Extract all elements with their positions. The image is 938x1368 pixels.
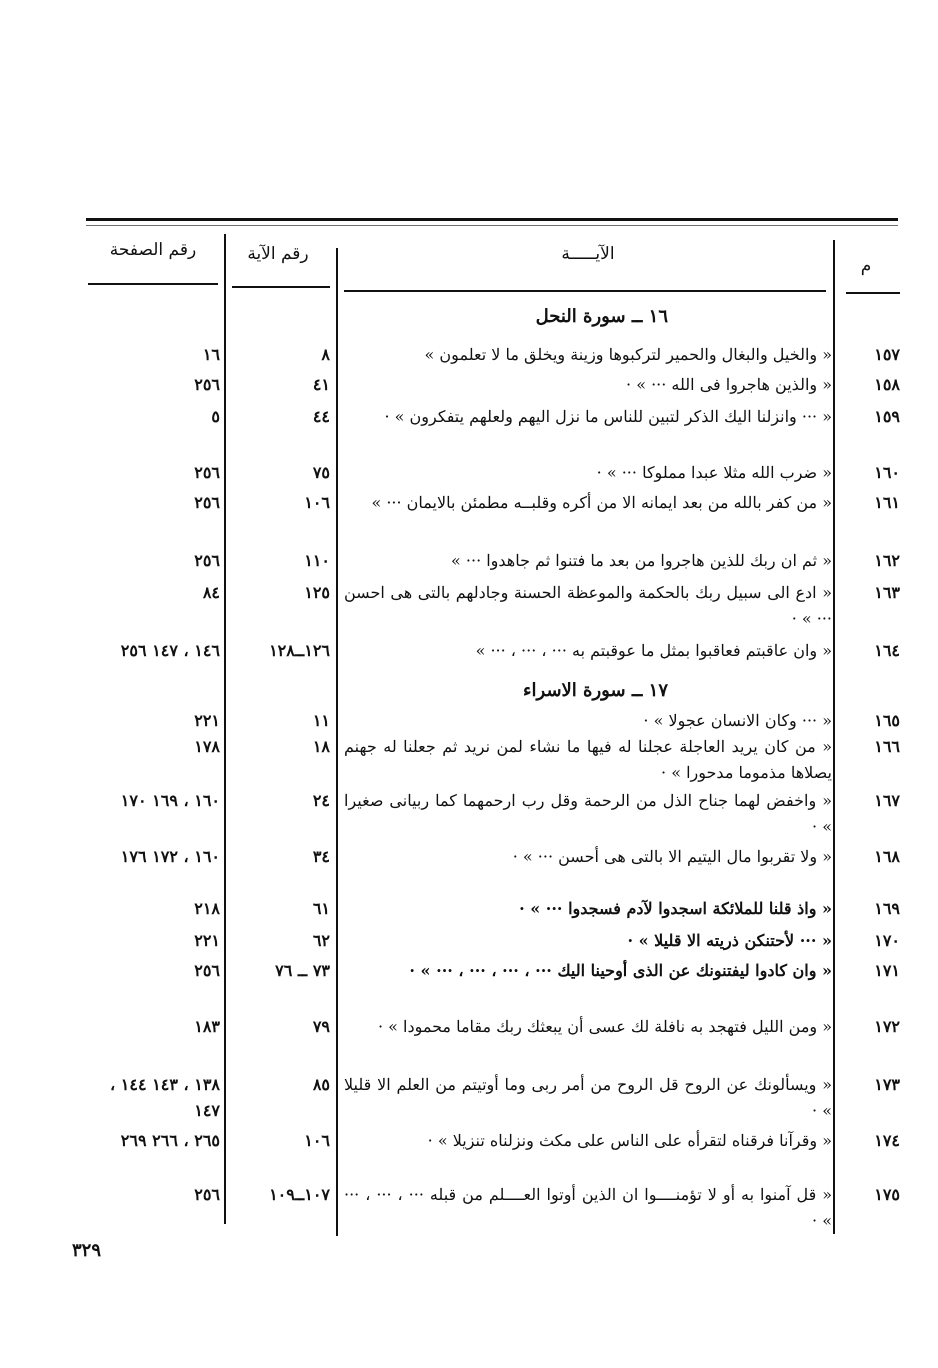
row-number: ١٧٥ (874, 1185, 900, 1204)
ayah-number: ٨٥ (312, 1075, 330, 1094)
ayah-text: « ولا تقربوا مال اليتيم الا بالتى هى أحسن ··· » · (512, 847, 832, 866)
ayah-number: ٦١ (312, 899, 330, 918)
row-number: ١٦٧ (874, 791, 900, 810)
row-number: ١٧٠ (874, 931, 900, 950)
ayah-text: « وان عاقبتم فعاقبوا بمثل ما عوقبتم به ··· ، ··· ، ··· » (475, 641, 832, 660)
header-underline-page (88, 283, 218, 285)
ayah-text: « من كان يريد العاجلة عجلنا له فيها ما نشاء لمن نريد ثم جعلنا له جهنم يصلاها مذموما مدحورا » · (344, 737, 832, 782)
page-reference: ١٧٨ (194, 737, 220, 756)
row-number: ١٦٠ (874, 463, 900, 482)
ayah-text: « ثم ان ربك للذين هاجروا من بعد ما فتنوا ثم جاهدوا ··· » (451, 551, 832, 570)
surah-heading-isra: ١٧ ــ سورة الاسراء (523, 680, 668, 701)
page-reference: ٢٥٦ (194, 961, 220, 980)
ayah-number: ٢٤ (312, 791, 330, 810)
page-number: ٣٢٩ (72, 1240, 102, 1261)
ayah-number: ٤٤ (312, 407, 330, 426)
row-number: ١٦٩ (874, 899, 900, 918)
ayah-number: ١١ (312, 711, 330, 730)
ayah-number: ٣٤ (312, 847, 330, 866)
row-number: ١٧٣ (874, 1075, 900, 1094)
header-underline-text (344, 290, 826, 292)
top-rule-thin (86, 225, 898, 226)
row-number: ١٦٢ (874, 551, 900, 570)
header-text: الآيـــــة (561, 244, 615, 264)
row-number: ١٦٣ (874, 583, 900, 602)
header-underline-ayah (232, 286, 330, 288)
ayah-text: « واخفض لهما جناح الذل من الرحمة وقل رب ارحمهما كما ربيانى صغيرا » · (344, 791, 832, 836)
ayah-number: ١٢٦ــ١٢٨ (269, 641, 330, 660)
ayah-number: ٨ (321, 345, 330, 364)
ayah-number: ١٠٧ــ١٠٩ (269, 1185, 330, 1204)
page-reference: ١٦٠ ، ١٦٩ ١٧٠ (120, 791, 220, 810)
ayah-text: « ضرب الله مثلا عبدا مملوكا ··· » · (596, 463, 832, 482)
ayah-number: ٦٢ (312, 931, 330, 950)
row-number: ١٧١ (874, 961, 900, 980)
row-number: ١٦٥ (874, 711, 900, 730)
ayah-number: ٧٣ ــ ٧٦ (275, 961, 330, 980)
row-number: ١٧٢ (874, 1017, 900, 1036)
page-reference: ١٦٠ ، ١٧٢ ١٧٦ (120, 847, 220, 866)
header-underline-num (846, 292, 900, 294)
row-number: ١٦٦ (874, 737, 900, 756)
page-reference: ٢٥٦ (194, 551, 220, 570)
surah-heading-nahl: ١٦ ــ سورة النحل (535, 306, 668, 327)
page-reference: ١٤٦ ، ١٤٧ ٢٥٦ (120, 641, 220, 660)
ayah-text: « والذين هاجروا فى الله ··· » · (626, 375, 832, 394)
page-reference: ٢٢١ (194, 711, 220, 730)
page-reference: ٢٥٦ (194, 493, 220, 512)
ayah-text: « من كفر بالله من بعد ايمانه الا من أكره وقلبــه مطمئن بالايمان ··· » (371, 493, 832, 512)
ayah-number: ٧٥ (312, 463, 330, 482)
row-number: ١٥٨ (874, 375, 900, 394)
ayah-text: « واذ قلنا للملائكة اسجدوا لآدم فسجدوا ··· » · (519, 899, 832, 918)
ayah-text: « ··· وكان الانسان عجولا » · (643, 711, 832, 730)
header-ayah: رقم الآية (247, 244, 309, 264)
row-number: ١٦١ (874, 493, 900, 512)
header-num: م (860, 256, 872, 276)
ayah-number: ١٨ (312, 737, 330, 756)
column-divider-text (336, 248, 338, 1236)
ayah-text: « ادع الى سبيل ربك بالحكمة والموعظة الحسنة وجادلهم بالتى هى احسن ··· » · (344, 583, 832, 628)
page-reference: ٨٤ (202, 583, 220, 602)
row-number: ١٦٤ (874, 641, 900, 660)
ayah-number: ١٠٦ (304, 1131, 330, 1150)
row-number: ١٥٧ (874, 345, 900, 364)
ayah-number: ٤١ (312, 375, 330, 394)
page-reference: ٢١٨ (194, 899, 220, 918)
ayah-text: « ··· لأحتنكن ذريته الا قليلا » · (627, 931, 832, 950)
ayah-text: « والخيل والبغال والحمير لتركبوها وزينة ويخلق ما لا تعلمون » (424, 345, 832, 364)
page-reference: ٢٥٦ (194, 1185, 220, 1204)
ayah-text: « وقرآنا فرقناه لتقرأه على الناس على مكث ونزلناه تنزيلا » · (427, 1131, 832, 1150)
ayah-text: « ··· وانزلنا اليك الذكر لتبين للناس ما نزل اليهم ولعلهم يتفكرون » · (384, 407, 832, 426)
ayah-text: « ومن الليل فتهجد به نافلة لك عسى أن يبعثك ربك مقاما محمودا » · (377, 1017, 832, 1036)
page-reference: ٢٢١ (194, 931, 220, 950)
ayah-text: « وان كادوا ليفتنونك عن الذى أوحينا اليك ··· ، ··· ، ··· ، ··· » · (409, 961, 832, 980)
ayah-number: ١٠٦ (304, 493, 330, 512)
ayah-number: ٧٩ (312, 1017, 330, 1036)
page-reference: ٢٥٦ (194, 375, 220, 394)
page-reference: ٢٦٥ ، ٢٦٦ ٢٦٩ (120, 1131, 220, 1150)
row-number: ١٥٩ (874, 407, 900, 426)
column-divider-num (833, 240, 835, 1234)
page-reference: ١٦ (202, 345, 220, 364)
page-reference: ١٨٣ (194, 1017, 220, 1036)
row-number: ١٧٤ (874, 1131, 900, 1150)
top-rule (86, 218, 898, 221)
page-reference: ٥ (211, 407, 220, 426)
ayah-number: ١١٠ (304, 551, 330, 570)
row-number: ١٦٨ (874, 847, 900, 866)
ayah-number: ١٢٥ (304, 583, 330, 602)
header-page: رقم الصفحة (109, 240, 197, 260)
ayah-text: « ويسألونك عن الروح قل الروح من أمر ربى وما أوتيتم من العلم الا قليلا » · (344, 1075, 832, 1120)
page-reference: ٢٥٦ (194, 463, 220, 482)
page-reference: ١٣٨ ، ١٤٣ ١٤٤ ، ١٤٧ (110, 1075, 220, 1120)
ayah-text: « قل آمنوا به أو لا تؤمنــــوا ان الذين أوتوا العــــلم من قبله ··· ، ··· ، ··· » · (344, 1185, 832, 1230)
